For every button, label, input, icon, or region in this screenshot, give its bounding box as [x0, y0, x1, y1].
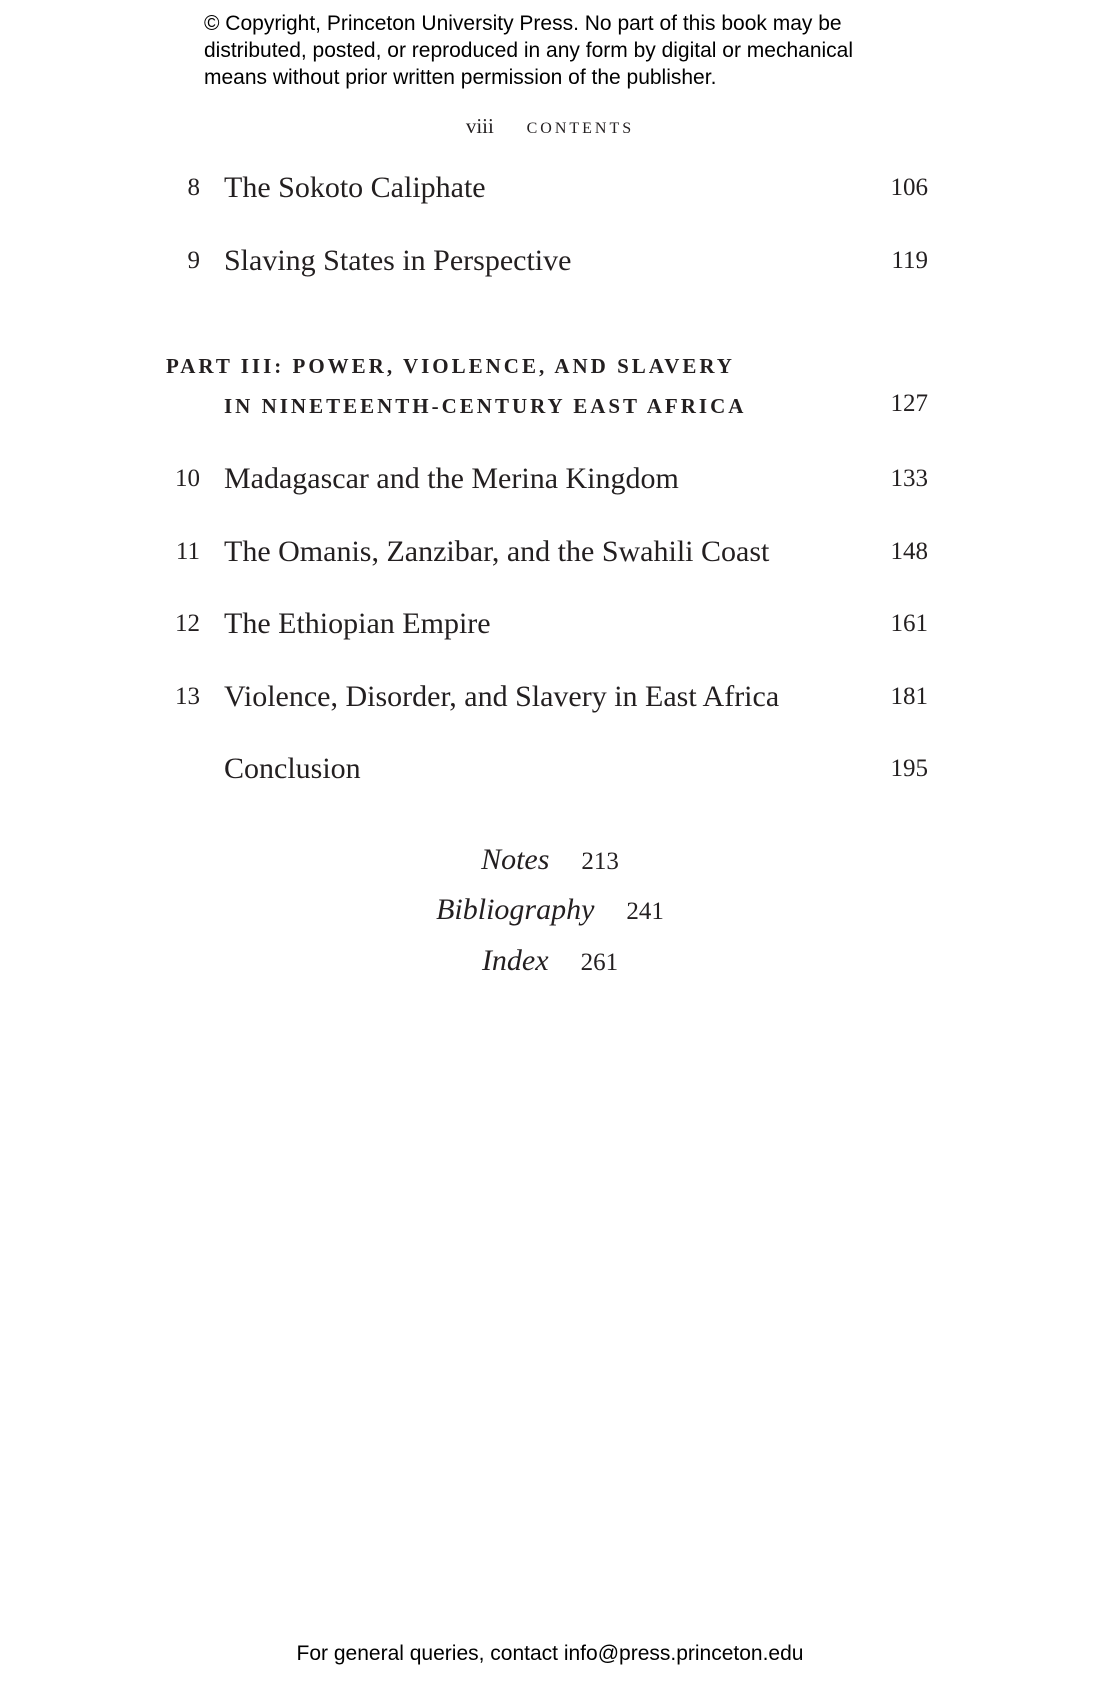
running-head [0, 114, 1100, 139]
chapter-page: 133 [890, 465, 928, 492]
chapter-page: 181 [890, 683, 928, 710]
toc-entry-chapter-11[interactable] [0, 532, 1100, 572]
chapter-page: 148 [890, 538, 928, 565]
toc-backmatter-index[interactable] [0, 944, 1100, 978]
page-folio: viii [465, 114, 494, 138]
backmatter-title: Index [481, 944, 549, 977]
chapter-page: 161 [890, 610, 928, 637]
chapter-title: Conclusion [224, 752, 361, 785]
chapter-title: Slaving States in Perspective [224, 244, 572, 277]
chapter-number: 11 [175, 538, 200, 565]
backmatter-page: 261 [580, 949, 619, 976]
backmatter-page: 241 [626, 898, 664, 925]
copyright-notice: © Copyright, Princeton University Press. No part of this book may be distributed, posted, or reproduced in any form by digital or mechanical means without prior written permission of the publisher. [204, 12, 854, 89]
part-title-line1: PART III: POWER, VIOLENCE, AND SLAVERY [166, 354, 735, 378]
chapter-number: 8 [187, 174, 200, 201]
chapter-number: 13 [175, 683, 200, 710]
toc-entry-chapter-12[interactable] [0, 604, 1100, 644]
chapter-number: 10 [175, 465, 200, 492]
chapter-number: 9 [187, 247, 200, 274]
part-title-line2: IN NINETEENTH-CENTURY EAST AFRICA [224, 394, 747, 418]
chapter-page: 119 [891, 247, 928, 274]
toc-entry-chapter-13[interactable] [0, 677, 1100, 717]
toc-backmatter-bibliography[interactable] [0, 893, 1100, 927]
part-page: 127 [890, 390, 928, 417]
toc-entry-conclusion[interactable] [0, 749, 1100, 789]
chapter-title: Violence, Disorder, and Slavery in East Africa [224, 680, 780, 713]
backmatter-page: 213 [581, 848, 619, 875]
toc-part-heading[interactable] [0, 350, 1100, 430]
chapter-page: 195 [890, 755, 928, 782]
toc-entry-chapter-9[interactable] [0, 241, 1100, 281]
chapter-title: Madagascar and the Merina Kingdom [224, 462, 679, 495]
toc-backmatter-notes[interactable] [0, 843, 1100, 877]
toc-entry-chapter-10[interactable] [0, 459, 1100, 499]
backmatter-title: Bibliography [436, 893, 595, 926]
chapter-title: The Sokoto Caliphate [224, 171, 486, 204]
chapter-title: The Ethiopian Empire [224, 607, 491, 640]
running-head-title: CONTENTS [526, 120, 635, 137]
chapter-title: The Omanis, Zanzibar, and the Swahili Coast [224, 535, 770, 568]
backmatter-title: Notes [481, 843, 550, 876]
chapter-number: 12 [175, 610, 200, 637]
toc-entry-chapter-8[interactable] [0, 168, 1100, 208]
contact-footer: For general queries, contact info@press.princeton.edu [296, 1642, 804, 1665]
chapter-page: 106 [890, 174, 928, 201]
